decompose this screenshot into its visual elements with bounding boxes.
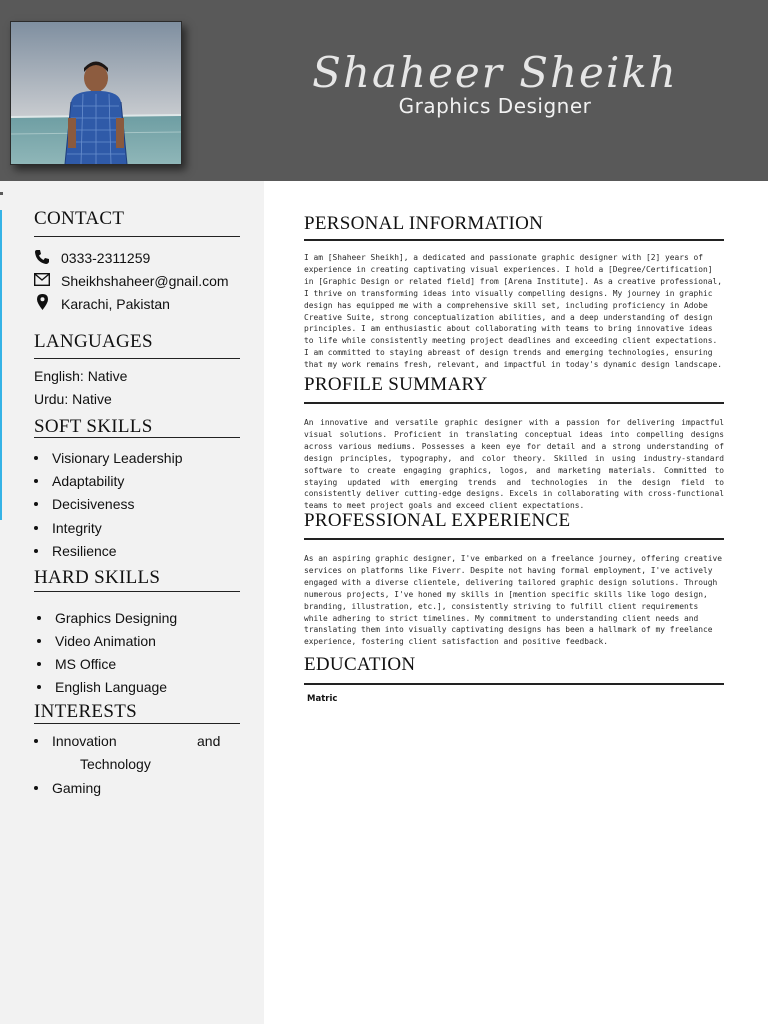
contact-rule <box>34 236 240 237</box>
contact-phone[interactable]: 0333-2311259 <box>61 250 151 266</box>
language-item: Urdu: Native <box>34 391 112 407</box>
bullet-dot <box>34 502 38 506</box>
experience-title: PROFESSIONAL EXPERIENCE <box>304 510 571 531</box>
experience-rule <box>304 538 724 540</box>
interests-title: INTERESTS <box>34 701 137 722</box>
experience-text: As an aspiring graphic designer, I've embarked on a freelance journey, offering creative services on platforms like Fiverr. Despite not having formal employment, I've actively engaged with a diverse clientele, delivering tailored graphic design solutions. Through numerous projects, I've honed my skills in [mention specific skills like logo design, branding, illustration, etc.], consistently striving to fulfill client requirements while adhering to strict timelines. My commitment to understanding client needs and translating them into visually captivating designs has been a hallmark of my freelance experience, fostering client satisfaction and positive feedback. <box>304 554 723 647</box>
job-title: Graphics Designer <box>398 94 592 118</box>
bullet-dot <box>34 739 38 743</box>
hard-skill-item: Graphics Designing <box>55 610 178 626</box>
interest-item: Gaming <box>52 780 102 796</box>
profile-photo <box>10 21 182 165</box>
bullet-dot <box>37 616 41 620</box>
mail-icon <box>34 273 50 286</box>
hard-skill-item: English Language <box>55 679 168 695</box>
header-banner <box>0 0 768 181</box>
bullet-dot <box>37 662 41 666</box>
accent-dot <box>0 192 3 195</box>
profile-summary-rule <box>304 402 724 404</box>
interest-item-continued: Technology <box>80 756 151 772</box>
bullet-dot <box>34 526 38 530</box>
hard-skill-item: Video Animation <box>55 633 156 649</box>
soft-skill-item: Resilience <box>52 543 117 559</box>
contact-location: Karachi, Pakistan <box>61 296 170 312</box>
hard-skills-rule <box>34 591 240 592</box>
bullet-dot <box>37 639 41 643</box>
education-rule <box>304 683 724 685</box>
bullet-dot <box>37 685 41 689</box>
personal-info-rule <box>304 239 724 241</box>
hard-skill-item: MS Office <box>55 656 117 672</box>
soft-skill-item: Integrity <box>52 520 102 536</box>
bullet-dot <box>34 549 38 553</box>
languages-title: LANGUAGES <box>34 331 153 352</box>
contact-email[interactable]: Sheikhshaheer@gnail.com <box>61 273 229 289</box>
language-item: English: Native <box>34 368 128 384</box>
soft-skills-rule <box>34 437 240 438</box>
hard-skills-title: HARD SKILLS <box>34 567 161 588</box>
soft-skill-item: Decisiveness <box>52 496 135 512</box>
education-item: Matric <box>307 694 338 704</box>
personal-info-title: PERSONAL INFORMATION <box>304 213 544 234</box>
languages-rule <box>34 358 240 359</box>
interest-item-word: and <box>197 733 221 749</box>
interests-rule <box>34 723 240 724</box>
soft-skill-item: Adaptability <box>52 473 125 489</box>
education-title: EDUCATION <box>304 654 416 675</box>
soft-skill-item: Visionary Leadership <box>52 450 183 466</box>
profile-summary-title: PROFILE SUMMARY <box>304 374 488 395</box>
bullet-dot <box>34 456 38 460</box>
interest-item: Innovation <box>52 733 117 749</box>
accent-line <box>0 210 2 520</box>
contact-title: CONTACT <box>34 208 125 229</box>
personal-info-text: I am [Shaheer Sheikh], a dedicated and passionate graphic designer with [2] years of experience in creating captivating visual experiences. I hold a [Degree/Certification] in [Graphic Design or related field] from [Arena Institute]. As a creative professional, I thrive on transforming ideas into visually compelling designs. My journey in graphic design has equipped me with a comprehensive skill set, including proficiency in Adobe Creative Suite, strong conceptualization abilities, and a deep understanding of design principles. I am enthusiastic about collaborating with teams to bring innovative ideas to life while consistently meeting project deadlines and exceeding client expectations. I am committed to staying abreast of design trends and emerging technologies, ensuring that my work remains fresh, relevant, and impactful in today's dynamic design landscape. <box>304 253 723 370</box>
bullet-dot <box>34 786 38 790</box>
phone-icon <box>34 249 50 265</box>
map-pin-icon <box>37 294 48 310</box>
soft-skills-title: SOFT SKILLS <box>34 416 153 437</box>
bullet-dot <box>34 479 38 483</box>
candidate-name: Shaheer Sheikh <box>312 48 678 97</box>
profile-summary-text: An innovative and versatile graphic designer with a passion for delivering impactful visual solutions. Proficient in translating conceptual ideas into compelling designs across various mediums. Possesses a keen eye for detail and a strong understanding of design principles, typography, and color theory. Skilled in using industry-standard software to create engaging graphics, logos, and marketing materials. Committed to staying updated with emerging trends and technologies in the design field to consistently deliver cutting-edge designs. Excels in collaborating with cross-functional teams to meet project goals and exceed client expectations. <box>304 418 724 511</box>
